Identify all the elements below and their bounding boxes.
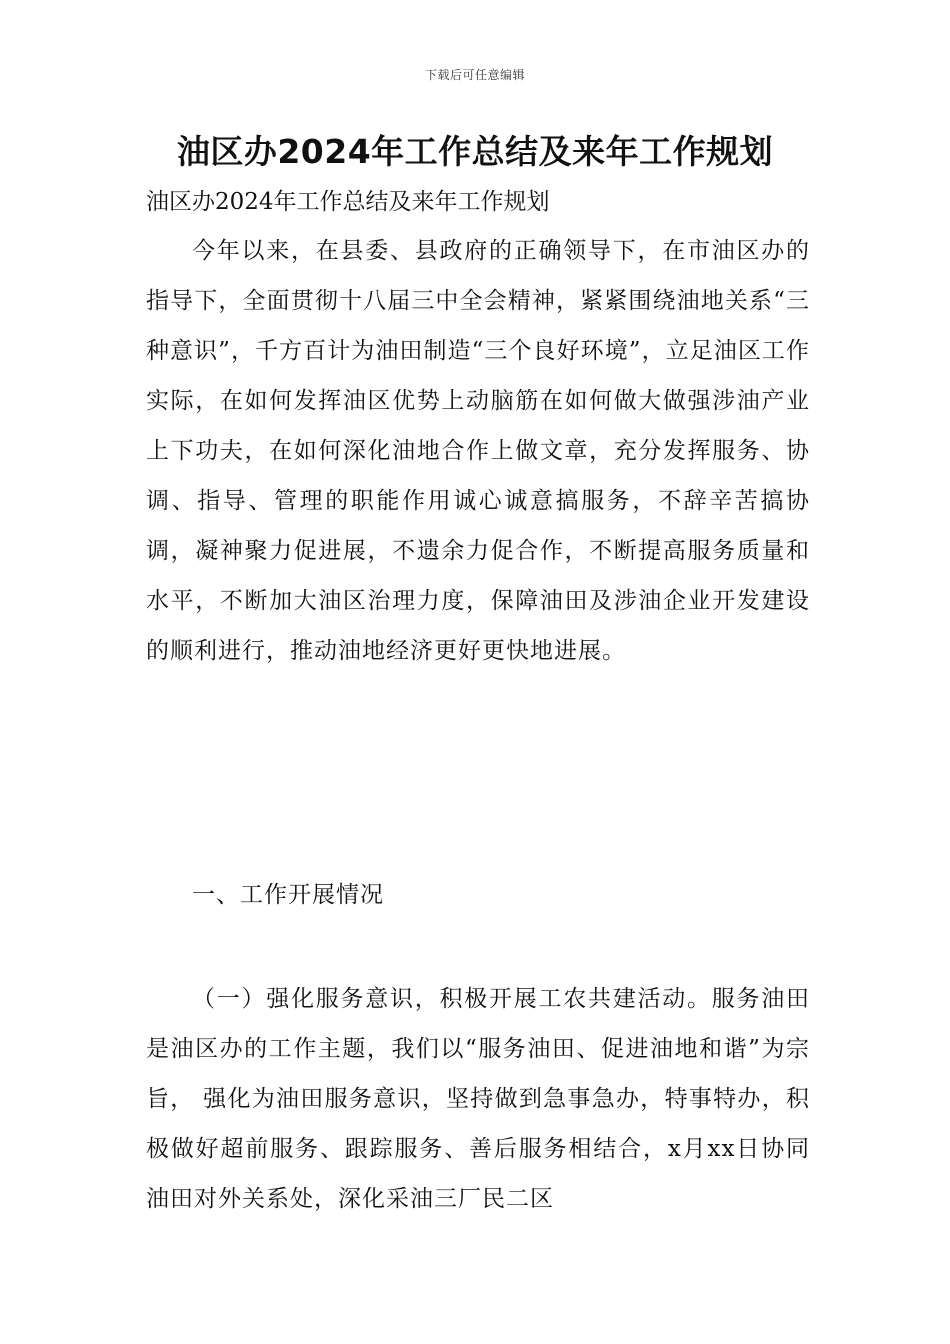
section-heading: 一、工作开展情况	[192, 882, 384, 908]
section-one-paragraph: （一）强化服务意识，积极开展工农共建活动。服务油田是油区办的工作主题，我们以“服务油田、促进油地和谐”为宗旨， 强化为油田服务意识，坚持做到急事急办，特事特办，积极做好超前服务、跟踪服务、善后服务相结合，x月xx日协同油田对外关系处，深化采油三厂民二区	[146, 986, 810, 1212]
intro-paragraph: 今年以来，在县委、县政府的正确领导下，在市油区办的指导下，全面贯彻十八届三中全会精神，紧紧围绕油地关系“三种意识”，千方百计为油田制造“三个良好环境”，立足油区工作实际，在如何发挥油区优势上动脑筋在如何做大做强涉油产业上下功夫，在如何深化油地合作上做文章，充分发挥服务、协调、指导、管理的职能作用诚心诚意搞服务，不辞辛苦搞协调，凝神聚力促进展，不遗余力促合作，不断提高服务质量和水平，不断加大油区治理力度，保障油田及涉油企业开发建设的顺利进行，推动油地经济更好更快地进展。	[146, 238, 810, 664]
document-subtitle: 油区办2024年工作总结及来年工作规划	[146, 189, 550, 215]
header-note: 下载后可任意编辑	[424, 68, 525, 82]
document-title: 油区办2024年工作总结及来年工作规划	[176, 132, 774, 171]
